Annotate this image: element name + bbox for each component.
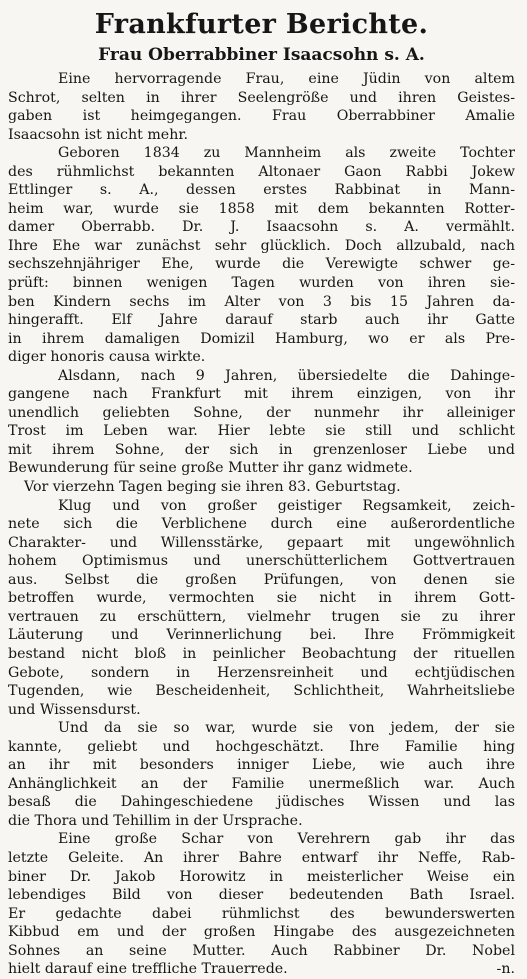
text-line: heim war, wurde sie 1858 mit dem bekannten Rotter- [8, 200, 515, 217]
text-line: Eine hervorragende Frau, eine Jüdin von altem [58, 71, 515, 87]
text-line: ben Kindern sechs im Alter von 3 bis 15 Jahren da- [8, 293, 515, 310]
text-line: diger honoris causa wirkte. [8, 349, 206, 366]
text-line: Ettlinger s. A., dessen erstes Rabbinat in Mann- [8, 182, 515, 199]
paragraph [8, 144, 515, 367]
text-line: Bewunderung für seine große Mutter ihr ganz widmete. [8, 460, 413, 477]
subheadline: Frau Oberrabbiner Isaacsohn s. A. [98, 45, 425, 65]
text-line: des rühmlichst bekannten Altonaer Gaon Rabbi Jokew [8, 163, 515, 180]
text-line: vertrauen zu erschüttern, vielmehr trugen sie zu ihrer [8, 608, 515, 625]
text-line: Alsdann, nach 9 Jahren, übersiedelte die Dahinge- [58, 367, 515, 384]
text-line: Klug und von großer geistiger Regsamkeit, zeich- [58, 497, 515, 514]
text-line: Er gedachte dabei rühmlichst des bewunderswerten [8, 905, 515, 922]
paragraph [8, 70, 515, 144]
text-line: an ihr mit besonders inniger Liebe, wie auch ihre [8, 757, 515, 774]
text-line: aus. Selbst die großen Prüfungen, von denen sie [8, 571, 515, 588]
text-line: Gebote, sondern in Herzensreinheit und echtjüdischen [8, 664, 515, 681]
text-line: lebendiges Bild von dieser bedeutenden Bath Israel. [8, 887, 515, 904]
text-line: gaben ist heimgegangen. Frau Oberrabbiner Amalie [8, 108, 515, 125]
text-line: Schrot, selten in ihrer Seelengröße und ihren Geistes- [8, 89, 515, 106]
signature: -n. [496, 961, 515, 978]
text-line: Isaacsohn ist nicht mehr. [8, 126, 189, 143]
text-line: kannte, geliebt und hochgeschätzt. Ihre Familie hing [8, 738, 515, 755]
text-line: die Thora und Tehillim in der Ursprache. [8, 812, 303, 829]
paragraph [8, 830, 515, 978]
paragraph [8, 478, 515, 497]
text-line: mit ihrem Sohne, der sich in grenzenloser Liebe und [8, 441, 515, 458]
text-line: hohem Optimismus und unerschütterlichem Gottvertrauen [8, 553, 515, 570]
text-line: prüft: binnen wenigen Tagen wurden von ihren sie- [8, 275, 515, 292]
text-line: letzte Geleite. An ihrer Bahre entwarf ihr Neffe, Rab- [8, 849, 515, 866]
text-line: in ihrem damaligen Domizil Hamburg, wo er als Pre- [8, 330, 515, 347]
text-line: Trost im Leben war. Hier lebte sie still und schlicht [8, 423, 515, 440]
text-line: Kibbud em und der großen Hingabe des ausgezeichneten [8, 924, 515, 941]
text-line: unendlich geliebten Sohne, der nunmehr ihr alleiniger [8, 404, 515, 421]
text-line: Geboren 1834 zu Mannheim als zweite Tochter [58, 145, 515, 162]
text-line: betroffen wurde, vermochten sie nicht in ihrem Gott- [8, 590, 515, 607]
text-line: hingerafft. Elf Jahre darauf starb auch ihr Gatte [8, 312, 515, 329]
text-line: Läuterung und Verinnerlichung bei. Ihre Frömmigkeit [8, 627, 515, 644]
text-line: biner Dr. Jakob Horowitz in meisterlicher Weise ein [8, 868, 515, 885]
text-line: hielt darauf eine treffliche Trauerrede. [8, 961, 288, 978]
text-line: damer Oberrabb. Dr. J. Isaacsohn s. A. vermählt. [8, 219, 515, 236]
text-line: Anhänglichkeit an der Familie unermeßlich war. Auch [8, 775, 515, 792]
text-line: Charakter- und Willensstärke, gepaart mit ungewöhnlich [8, 534, 515, 551]
text-line: und Wissensdurst. [8, 701, 141, 718]
text-line: Ihre Ehe war zunächst sehr glücklich. Doch allzubald, nach [8, 237, 515, 254]
headline: Frankfurter Berichte. [94, 9, 429, 40]
text-line: Tugenden, wie Bescheidenheit, Schlichtheit, Wahrheitsliebe [8, 683, 515, 700]
text-line: Eine große Schar von Verehrern gab ihr das [58, 831, 515, 848]
paragraph [8, 367, 515, 478]
text-line: Sohnes an seine Mutter. Auch Rabbiner Dr. Nobel [8, 942, 515, 959]
text-line: nete sich die Verblichene durch eine außerordentliche [8, 516, 515, 533]
text-line: Und da sie so war, wurde sie von jedem, der sie [58, 720, 515, 737]
text-line: Vor vierzehn Tagen beging sie ihren 83. Geburtstag. [24, 479, 401, 496]
text-line: gangene nach Frankfurt mit ihrem einzigen, von ihr [8, 386, 515, 403]
text-line: sechszehnjähriger Ehe, wurde die Verewigte schwer ge- [8, 256, 515, 273]
text-line: bestand nicht bloß in peinlicher Beobachtung der rituellen [8, 645, 515, 662]
paragraph [8, 497, 515, 720]
text-line: besaß die Dahingeschiedene jüdisches Wissen und las [8, 794, 515, 811]
paragraph [8, 719, 515, 830]
article-body [8, 70, 515, 979]
